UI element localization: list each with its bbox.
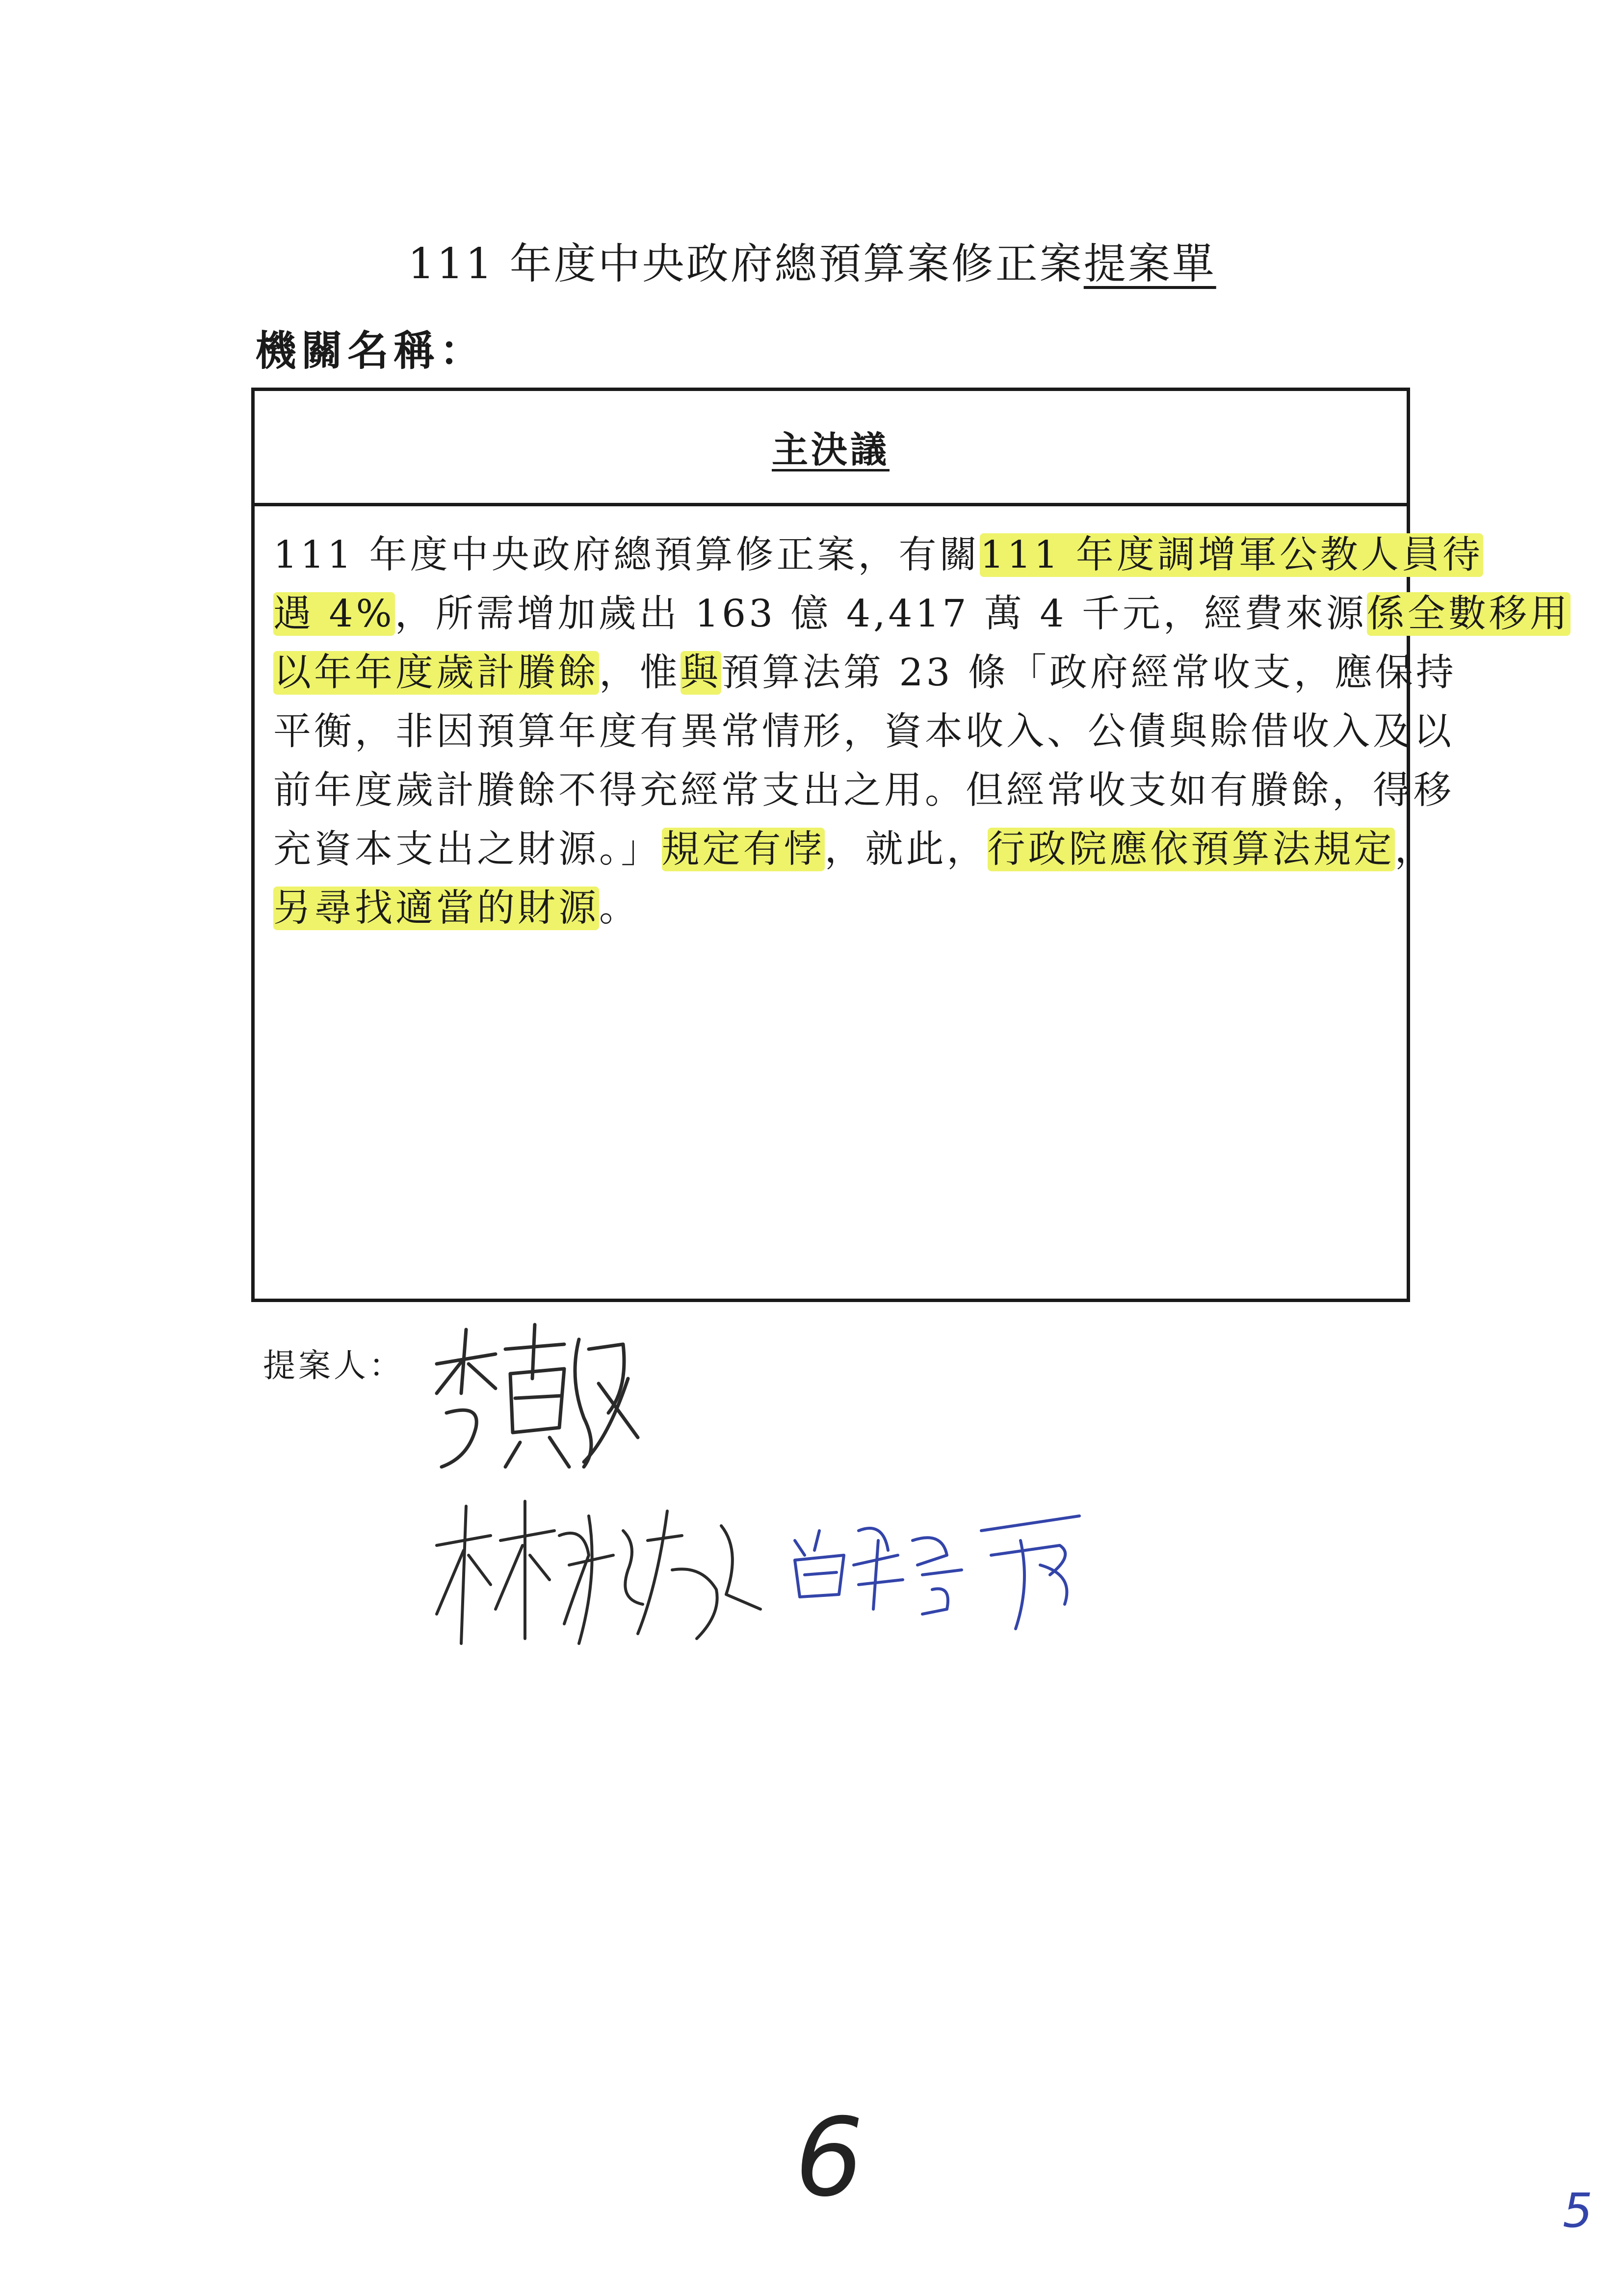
highlighted-text: 係全數移用: [1366, 592, 1571, 636]
resolution-line: [273, 879, 1388, 938]
body-text: ，惟: [599, 651, 681, 695]
body-text: 平衡，非因預算年度有異常情形，資本收入、公債與賒借收入及以: [273, 710, 1454, 754]
resolution-line: [273, 761, 1454, 820]
highlighted-text: 遇 4%: [273, 592, 395, 636]
agency-name-label: 機關名稱：: [255, 327, 486, 375]
page-number: 6: [795, 2095, 864, 2220]
resolution-box: [251, 388, 1571, 1302]
title-main: 111 年度中央政府總預算案修正案: [408, 239, 1084, 288]
signature-1: [422, 1320, 657, 1477]
body-text: 充資本支出之財源。」: [273, 828, 662, 871]
body-text: 預算法第 23 條「政府經常收支，應保持: [721, 651, 1457, 695]
proposer-label: 提案人：: [263, 1347, 404, 1384]
resolution-line: [273, 820, 1436, 879]
document-title: [0, 230, 1624, 290]
highlighted-text: 以年年度歲計賸餘: [273, 651, 599, 695]
resolution-box-header: [255, 391, 1407, 506]
resolution-line: [273, 644, 1457, 703]
highlighted-text: 行政院應依預算法規定: [987, 828, 1395, 871]
highlighted-text: 另尋找適當的財源: [273, 887, 599, 930]
body-text: 。: [599, 887, 640, 930]
resolution-heading: 主決議: [772, 429, 890, 471]
body-text: 111 年度中央政府總預算修正案，有關: [273, 533, 980, 577]
resolution-body: [255, 506, 1571, 938]
highlighted-text: 與: [681, 651, 721, 695]
resolution-line: [273, 703, 1454, 761]
resolution-line: [273, 585, 1571, 644]
resolution-line: [273, 526, 1483, 585]
highlighted-text: 111 年度調增軍公教人員待: [980, 533, 1483, 577]
signature-2: [427, 1496, 770, 1653]
body-text: ，: [1394, 828, 1436, 871]
corner-page-mark: 5: [1563, 2183, 1593, 2238]
highlighted-text: 規定有悖: [661, 828, 825, 871]
signature-3: [785, 1511, 1089, 1639]
title-underlined: 提案單: [1083, 239, 1216, 288]
body-text: ，所需增加歲出 163 億 4,417 萬 4 千元，經費來源: [394, 592, 1367, 636]
body-text: 前年度歲計賸餘不得充經常支出之用。但經常收支如有賸餘，得移: [273, 769, 1454, 812]
body-text: ，就此，: [824, 828, 988, 871]
